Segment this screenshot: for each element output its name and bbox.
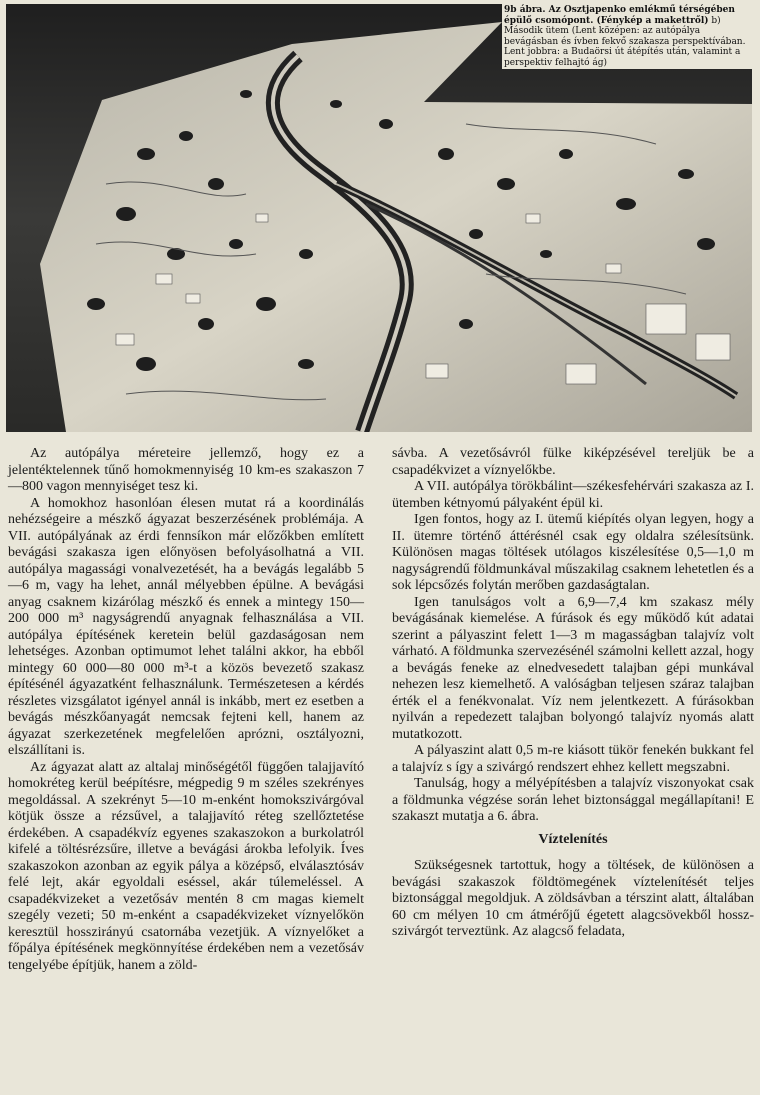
left-column [8, 446, 364, 974]
paragraph: A pályaszint alatt 0,5 m-re kiásott tükör fenekén bukkant fel a talajvíz s így a szivárgó rendszert ehhez kellett megszabni. [392, 743, 754, 775]
caption-title: 9b ábra. Az Osztjapenko emlékmű térségében épülő csomópont. (Fénykép a makettről) [504, 5, 735, 26]
figure-caption [502, 4, 758, 69]
paragraph: Az autópálya méreteire jellemző, hogy ez a jelentéktelennek tűnő homokmennyiség 10 km-es szakaszon 7—800 vagon mennyiséget tesz ki. [8, 446, 364, 494]
paragraph: Igen fontos, hogy az I. ütemű kiépítés olyan legyen, hogy a II. ütemre történő áttérésnél csak egy oldalra szélesítsünk. Különösen magas töltések utólagos kiszélesítése 0,5—1,0 m nagyságrendű földmunkával műszakilag csaknem lehetetlen és a sok lépcsőzés folytán merőben gazdaságtalan. [392, 512, 754, 593]
paragraph: A homokhoz hasonlóan élesen mutat rá a koordinálás nehézségeire a mészkő ágyazat beszerzésének problémája. A VII. autópályának az érdi fennsíkon már előzőkben említett bevágási szakasza igen előnyösen befolyásolhatná a VII. autópálya magassági vonalvezetését, ha a bevágás legalább 5—6 m, vagy ha lehet, annál mélyebben épülne. A bevágási anyag csaknem kizárólag mészkő és ennek a mintegy 150—200 000 m³ nagyságrendű anyagnak felhasználása a VII. autópálya építésének keretein belül gazdaságosan nem lehetséges. Azonban optimumot lehet találni akkor, ha ebből mintegy 60 000—80 000 m³-t a közös bevezető szakasz építésénél ágyazatként felhasználunk. Természetesen a kérdés részletes vizsgálatot igényel annál is inkább, mert ez esetben a bevágás mészkőanyagát nemcsak fejteni kell, hanem az ágyazat szerkezetének megfelelően aprózni, osztályozni, elszállítani is. [8, 495, 364, 758]
paragraph: Tanulság, hogy a mélyépítésben a talajvíz viszonyokat csak a földmunka végzése során lehet biztonsággal megállapítani! E szakaszt mutatja a 6. ábra. [392, 776, 754, 824]
section-heading: Víztelenítés [538, 831, 608, 847]
paragraph: sávba. A vezetősávról fülke kiképzésével tereljük be a csapadékvizet a víznyelőkbe. [392, 446, 754, 478]
right-column [392, 446, 754, 941]
paragraph: Szükségesnek tartottuk, hogy a töltések, de különösen a bevágási szakaszok földtömegének víztelenítését teljes biztonsággal megoldjuk. A zöldsávban a térszint alatt, általában 60 cm mélyen 10 cm átmérőjű égetett alagcsövekből hossz-szivárgót terveztünk. Az alagcső feladata, [392, 858, 754, 939]
paragraph: Igen tanulságos volt a 6,9—7,4 km szakasz mély bevágásának kiemelése. A fúrások és egy működő kút adatai szerint a pályaszint felett 1—3 m magasságban talajvíz volt várható. A földmunka szervezésénél számolni kellett azzal, hogy a bevágás feneke az elnedvesedett talajban gépi munkával nehezen lesz kiemelhető. A valóságban teljesen száraz talajban érték el a fenékvonalat. Víz nem jelentkezett. A fúrásokban nyilván a repedezett talajban bolyongó talajvíz nyomás alatt mutatkozott. [392, 594, 754, 742]
paragraph: Az ágyazat alatt az altalaj minőségétől függően talajjavító homokréteg kerül beépítésre, mégpedig 9 m széles szekrényes megoldással. A szekrényt 5—10 m-enként homokszivárgóval kötjük össze a rézsűvel, a talajjavító réteg szellőztetése érdekében. A csapadékvíz egyenes szakaszokon a burkolatról kifelé a töltésrézsűre, illetve a bevágási árokba lefolyik. Íves szakaszokon azonban az egyik pálya a középső, elválasztósáv felé lejt, akár egyoldali eséssel, akár túlemeléssel. A csapadékvizeket a vezetősáv mentén 8 cm magas kiemelt szegély vezeti; 50 m-enként a csapadékvizeket víznyelőkön keresztül hosszirányú csatornába vezetjük. A víznyelőket a főpálya építésének megkönnyítése érdekében nem a vezetősáv tengelyébe építjük, hanem a zöld- [8, 759, 364, 973]
paragraph: A VII. autópálya törökbálint—székesfehérvári szakasza az I. ütemben kétnyomú pályaként épül ki. [392, 479, 754, 511]
caption-text: b) Második ütem (Lent középen: az autópálya bevágásban és ívben fekvő szakasza perspektívában. Lent jobbra: a Budaörsi út átépítés után, valamint a perspektiv felhajtó ág) [504, 15, 746, 68]
